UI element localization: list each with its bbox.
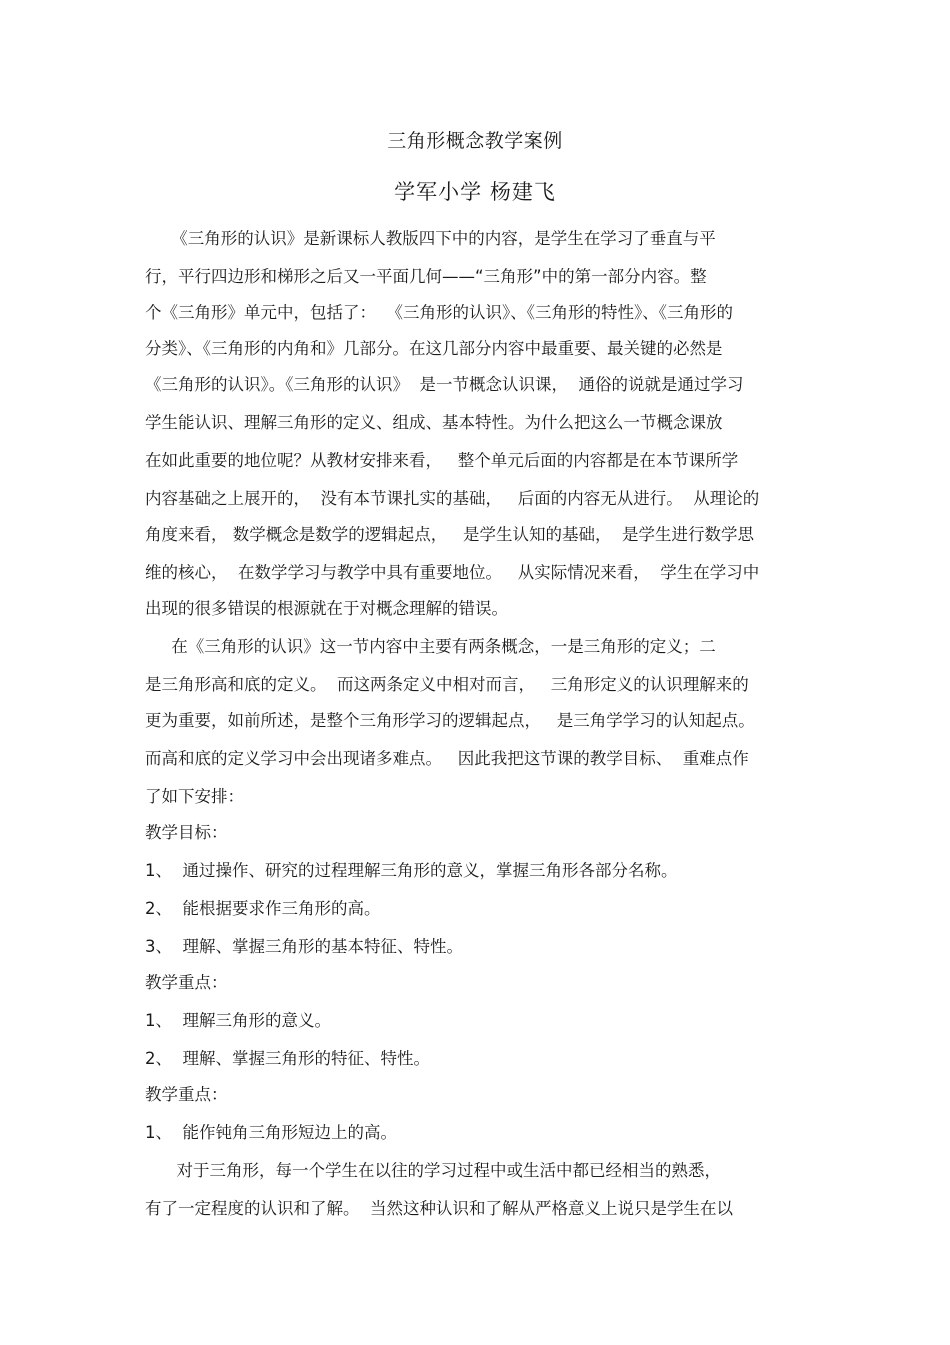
body-line: 更为重要，如前所述，是整个三角形学习的逻辑起点， 是三角学学习的认知起点。: [145, 711, 755, 730]
body-line: 教学重点：: [145, 973, 228, 992]
body-line: 1、 理解三角形的意义。: [145, 1011, 331, 1030]
body-line: 1、 通过操作、研究的过程理解三角形的意义，掌握三角形各部分名称。: [145, 861, 678, 880]
body-line: 3、 理解、掌握三角形的基本特征、特性。: [145, 937, 463, 956]
body-line: 2、 能根据要求作三角形的高。: [145, 899, 381, 918]
body-line: 维的核心， 在数学学习与教学中具有重要地位。 从实际情况来看， 学生在学习中: [145, 563, 760, 582]
body-line: 分类》、《三角形的内角和》几部分。在这几部分内容中最重要、最关键的必然是: [145, 339, 723, 358]
body-line: 2、 理解、掌握三角形的特征、特性。: [145, 1049, 430, 1068]
body-line: 教学重点：: [145, 1085, 228, 1104]
body-line: 在如此重要的地位呢？从教材安排来看， 整个单元后面的内容都是在本节课所学: [145, 451, 739, 470]
author-line: 学军小学 杨建飞: [394, 180, 556, 204]
body-line: 有了一定程度的认识和了解。 当然这种认识和了解从严格意义上说只是学生在以: [145, 1199, 733, 1218]
body-line: 是三角形高和底的定义。 而这两条定义中相对而言， 三角形定义的认识理解来的: [145, 675, 749, 694]
body-line: 角度来看， 数学概念是数学的逻辑起点， 是学生认知的基础， 是学生进行数学思: [145, 525, 754, 544]
body-line: 了如下安排：: [145, 787, 244, 806]
body-line: 而高和底的定义学习中会出现诸多难点。 因此我把这节课的教学目标、 重难点作: [145, 749, 749, 768]
body-line: 行，平行四边形和梯形之后又一平面几何——“三角形”中的第一部分内容。整: [145, 267, 707, 286]
body-line: 在《三角形的认识》这一节内容中主要有两条概念，一是三角形的定义；二: [145, 637, 716, 656]
body-line: 1、 能作钝角三角形短边上的高。: [145, 1123, 397, 1142]
body-line: 内容基础之上展开的， 没有本节课扎实的基础， 后面的内容无从进行。 从理论的: [145, 489, 760, 508]
document-title: 三角形概念教学案例: [387, 130, 563, 152]
body-line: 《三角形的认识》。《三角形的认识》 是一节概念认识课， 通俗的说就是通过学习: [145, 375, 744, 394]
body-line: 个《三角形》单元中，包括了： 《三角形的认识》、《三角形的特性》、《三角形的: [145, 303, 733, 322]
body-line: 《三角形的认识》是新课标人教版四下中的内容，是学生在学习了垂直与平: [145, 229, 716, 248]
body-line: 对于三角形，每一个学生在以往的学习过程中或生活中都已经相当的熟悉，: [145, 1161, 721, 1180]
body-line: 出现的很多错误的根源就在于对概念理解的错误。: [145, 599, 508, 618]
body-line: 教学目标：: [145, 823, 228, 842]
body-line: 学生能认识、理解三角形的定义、组成、基本特性。为什么把这么一节概念课放: [145, 413, 723, 432]
